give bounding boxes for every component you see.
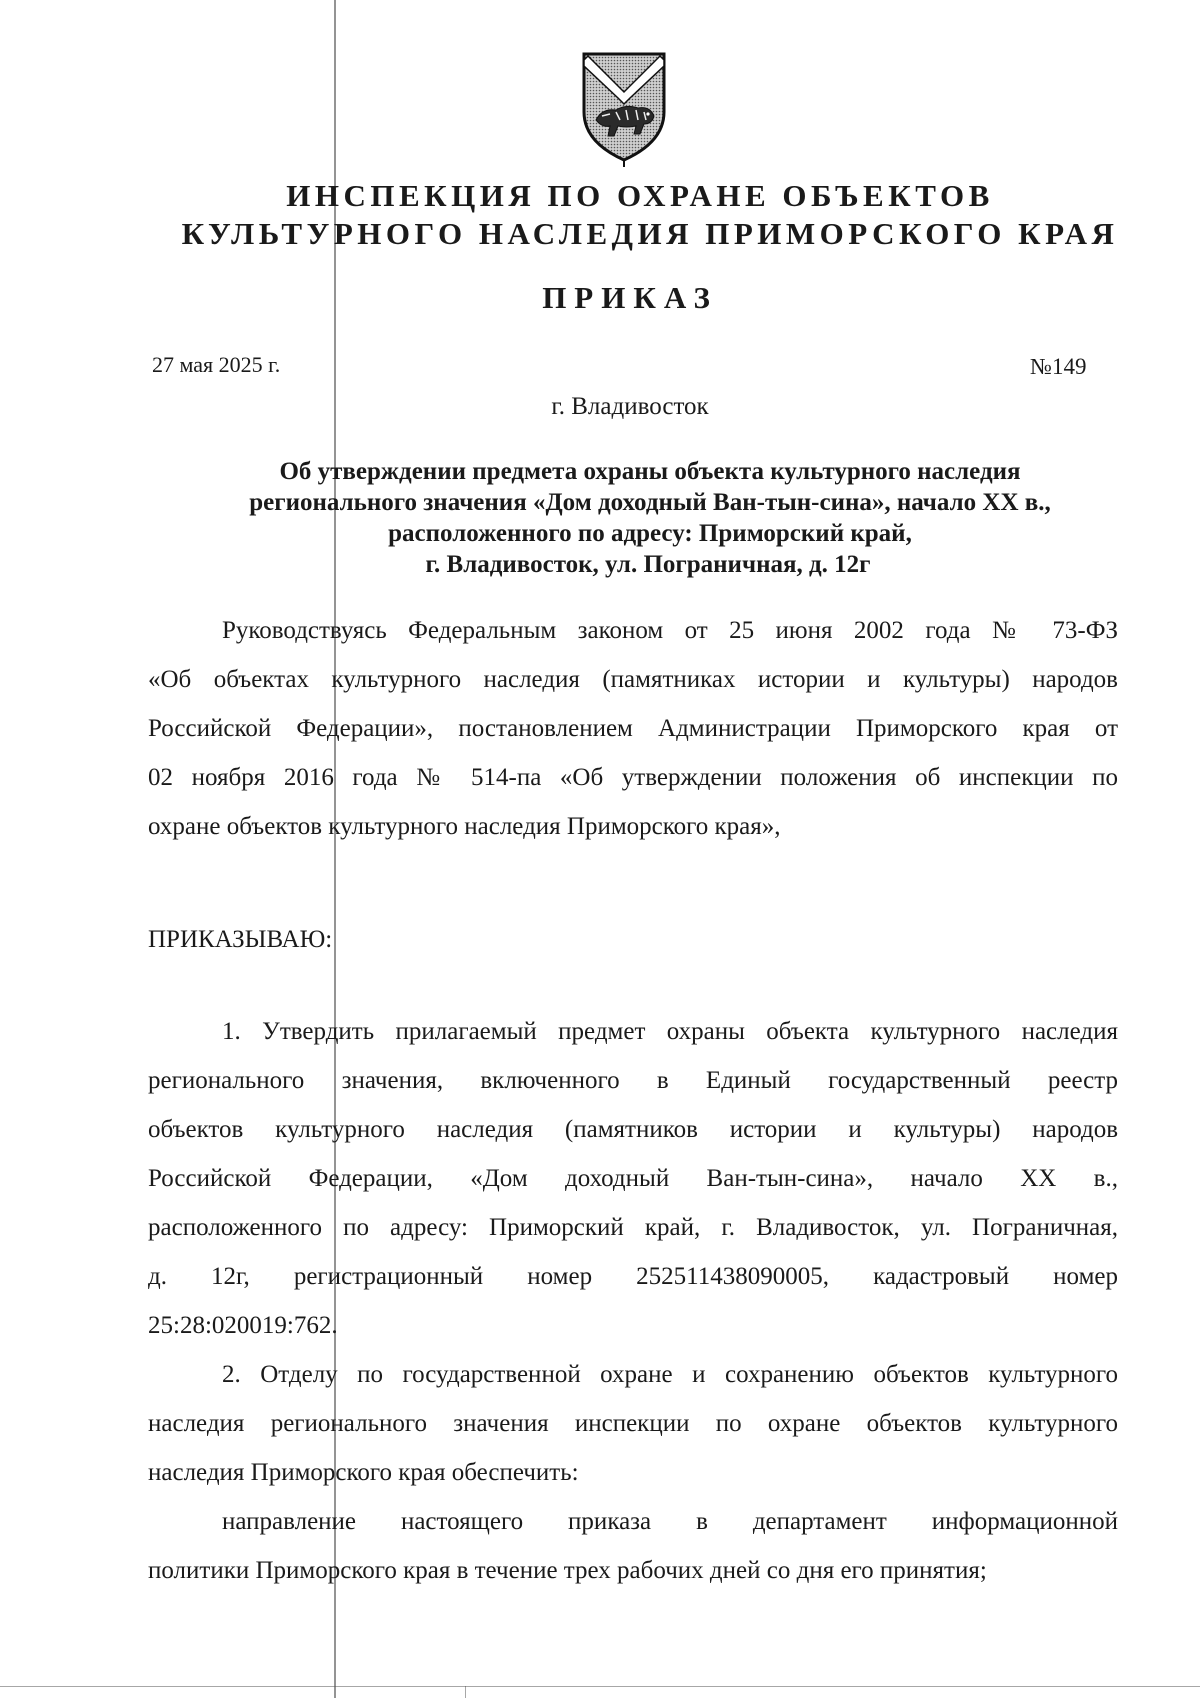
preamble-line: охране объектов культурного наследия Приморского края», (148, 813, 781, 840)
item-2-sub-line: политики Приморского края в течение трех рабочих дней со дня его принятия; (148, 1557, 987, 1584)
preamble-line: «Об объектах культурного наследия (памятниках истории и культуры) народов (148, 666, 1118, 693)
item-1-line: д. 12г, регистрационный номер 252511438090005, кадастровый номер (148, 1263, 1118, 1290)
item-1-line: расположенного по адресу: Приморский край, г. Владивосток, ул. Пограничная, (148, 1214, 1118, 1241)
document-city: г. Владивосток (551, 393, 709, 420)
document-title-line: расположенного по адресу: Приморский край, (388, 520, 912, 547)
preamble-line: 02 ноября 2016 года № 514-па «Об утверждении положения об инспекции по (148, 764, 1118, 791)
item-2-line: наследия регионального значения инспекции по охране объектов культурного (148, 1410, 1118, 1437)
coat-of-arms-icon (580, 50, 668, 168)
document-date: 27 мая 2025 г. (152, 352, 281, 377)
item-1-line: 25:28:020019:762. (148, 1312, 338, 1339)
item-1-line: Российской Федерации, «Дом доходный Ван-тын-сина», начало XX в., (148, 1165, 1118, 1192)
item-2-sub-line: направление настоящего приказа в департамент информационной (222, 1508, 1118, 1535)
scan-artifact-vertical-line (334, 0, 336, 1698)
item-1-line: объектов культурного наследия (памятников истории и культуры) народов (148, 1116, 1118, 1143)
document-title-line: Об утверждении предмета охраны объекта культурного наследия (279, 458, 1021, 485)
document-title-line: г. Владивосток, ул. Пограничная, д. 12г (425, 551, 871, 578)
document-title-line: регионального значения «Дом доходный Ван-тын-сина», начало XX в., (249, 489, 1051, 516)
item-2-line: наследия Приморского края обеспечить: (148, 1459, 579, 1486)
item-1-line: регионального значения, включенного в Единый государственный реестр (148, 1067, 1118, 1094)
document-number: №149 (1030, 354, 1087, 379)
organization-name-line-2: КУЛЬТУРНОГО НАСЛЕДИЯ ПРИМОРСКОГО КРАЯ (181, 216, 1119, 251)
scan-artifact-horizontal-line (0, 1686, 1200, 1687)
item-1-line: 1. Утвердить прилагаемый предмет охраны объекта культурного наследия (222, 1018, 1118, 1045)
order-directive: ПРИКАЗЫВАЮ: (148, 926, 333, 953)
document-type: ПРИКАЗ (542, 280, 718, 315)
organization-name-line-1: ИНСПЕКЦИЯ ПО ОХРАНЕ ОБЪЕКТОВ (286, 178, 994, 213)
item-2-line: 2. Отделу по государственной охране и сохранению объектов культурного (222, 1361, 1118, 1388)
preamble-line: Руководствуясь Федеральным законом от 25 июня 2002 года № 73-ФЗ (222, 617, 1118, 644)
scan-artifact-tick (465, 1686, 466, 1698)
preamble-line: Российской Федерации», постановлением Администрации Приморского края от (148, 715, 1118, 742)
